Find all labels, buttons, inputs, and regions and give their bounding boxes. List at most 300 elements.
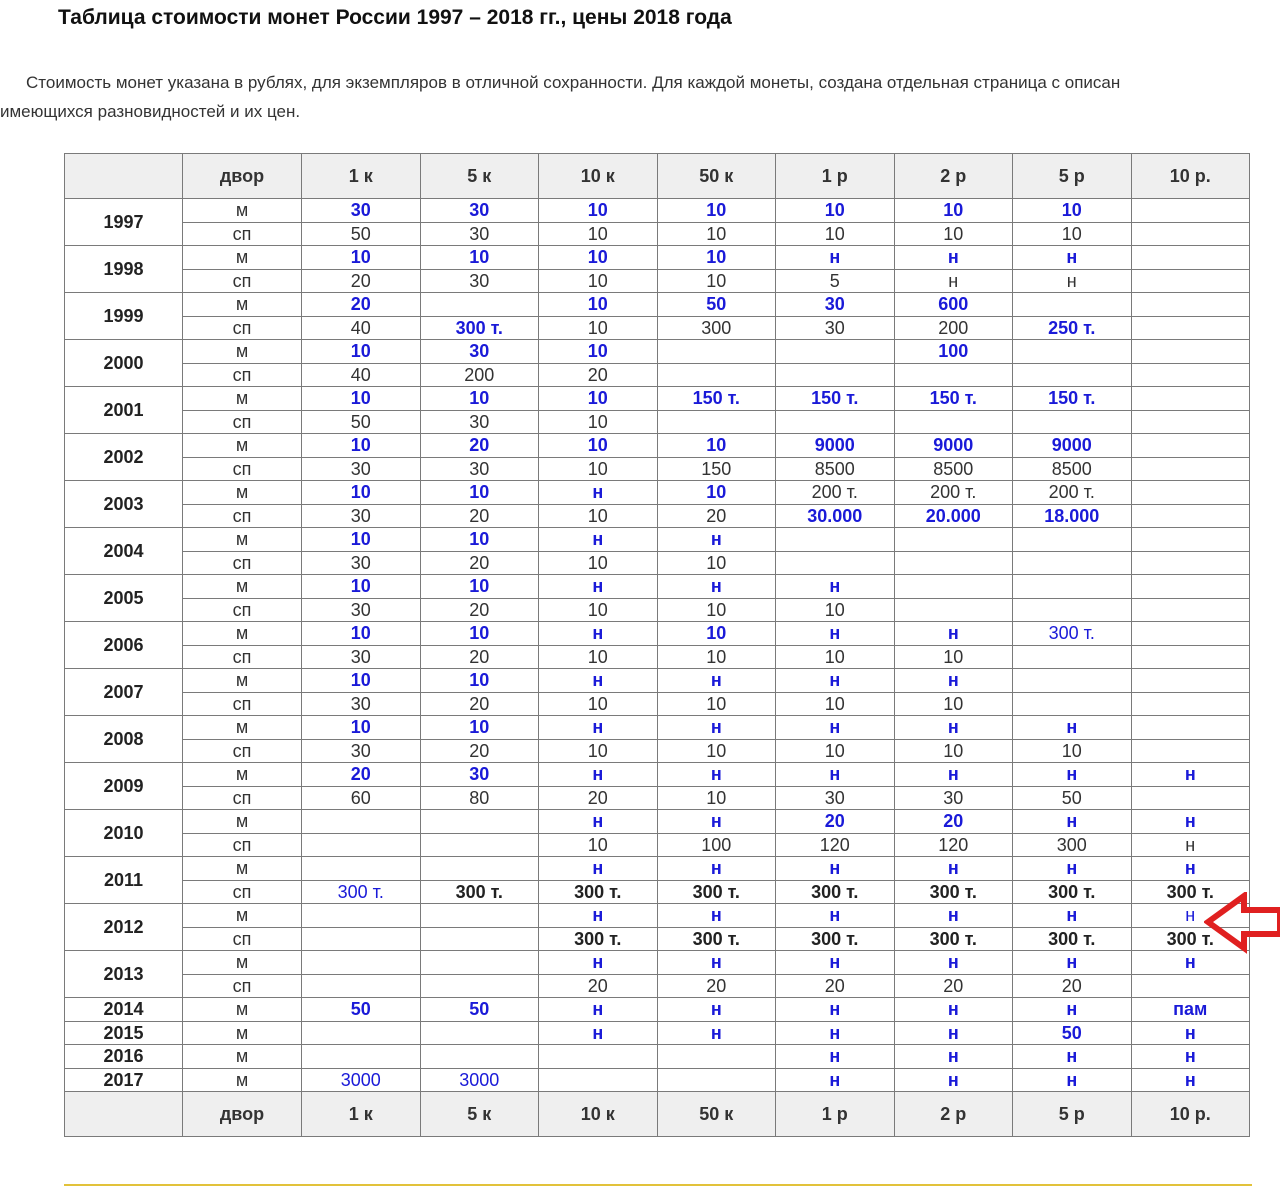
price-cell	[1131, 716, 1250, 740]
price-link[interactable]: 10	[894, 199, 1013, 223]
price-link[interactable]: 20	[776, 810, 895, 834]
year-cell: 2005	[65, 575, 183, 622]
price-cell: 10	[539, 645, 658, 669]
table-row	[65, 645, 1250, 669]
price-cell: 50	[302, 410, 421, 434]
price-cell: 50	[1013, 786, 1132, 810]
price-link[interactable]: н	[657, 528, 776, 552]
table-row	[65, 716, 1250, 740]
price-cell: 20	[420, 598, 539, 622]
price-link[interactable]: 10	[302, 622, 421, 646]
price-cell: 20	[420, 692, 539, 716]
table-row	[65, 974, 1250, 998]
price-link[interactable]: пам	[1131, 998, 1250, 1022]
price-link[interactable]: 300 т.	[420, 316, 539, 340]
price-link[interactable]: 30	[420, 199, 539, 223]
price-link[interactable]: н	[1131, 763, 1250, 787]
price-cell: 300 т.	[1013, 880, 1132, 904]
price-cell	[1131, 387, 1250, 411]
table-row	[65, 528, 1250, 552]
price-cell: 20	[539, 363, 658, 387]
price-link[interactable]: н	[657, 669, 776, 693]
price-cell	[1131, 575, 1250, 599]
price-link[interactable]: н	[1131, 1045, 1250, 1069]
price-link[interactable]: н	[539, 669, 658, 693]
price-link[interactable]: н	[657, 904, 776, 928]
price-cell	[657, 340, 776, 364]
price-cell	[302, 833, 421, 857]
price-cell: 20	[539, 974, 658, 998]
year-cell: 2012	[65, 904, 183, 951]
header-1k: 1 к	[302, 154, 421, 199]
year-cell: 2003	[65, 481, 183, 528]
year-cell: 2004	[65, 528, 183, 575]
price-link[interactable]: 9000	[1013, 434, 1132, 458]
price-link[interactable]: н	[1013, 1045, 1132, 1069]
price-link[interactable]: н	[539, 716, 658, 740]
price-link[interactable]: 10	[302, 528, 421, 552]
price-cell: 10	[894, 645, 1013, 669]
price-link[interactable]: 150 т.	[1013, 387, 1132, 411]
price-link[interactable]: 30.000	[776, 504, 895, 528]
price-link[interactable]: н	[1013, 1068, 1132, 1092]
price-cell	[894, 528, 1013, 552]
price-cell: 10	[539, 551, 658, 575]
price-link[interactable]: 30	[776, 293, 895, 317]
price-link[interactable]: 600	[894, 293, 1013, 317]
price-link[interactable]: 10	[657, 434, 776, 458]
price-link[interactable]: 10	[302, 575, 421, 599]
price-link[interactable]: 50	[302, 998, 421, 1022]
price-link[interactable]: 50	[1013, 1021, 1132, 1045]
price-link[interactable]: 20	[302, 293, 421, 317]
price-cell: 20	[894, 974, 1013, 998]
price-link[interactable]: н	[539, 622, 658, 646]
price-link[interactable]: 100	[894, 340, 1013, 364]
price-link[interactable]: н	[1013, 716, 1132, 740]
table-row	[65, 692, 1250, 716]
year-cell: 1999	[65, 293, 183, 340]
mint-cell: м	[183, 951, 302, 975]
price-cell	[420, 293, 539, 317]
price-link[interactable]: н	[894, 763, 1013, 787]
price-link[interactable]: н	[1013, 951, 1132, 975]
price-cell: 10	[657, 692, 776, 716]
price-link[interactable]: 10	[420, 387, 539, 411]
price-cell: 20	[420, 739, 539, 763]
price-link[interactable]: н	[1131, 1021, 1250, 1045]
mint-cell: м	[183, 998, 302, 1022]
price-link[interactable]: н	[776, 951, 895, 975]
mint-cell: сп	[183, 222, 302, 246]
mint-cell: м	[183, 904, 302, 928]
price-link[interactable]: 10	[657, 622, 776, 646]
price-cell	[302, 927, 421, 951]
price-link[interactable]: н	[894, 998, 1013, 1022]
mint-cell: сп	[183, 974, 302, 998]
year-cell: 2017	[65, 1068, 183, 1092]
price-cell: 10	[539, 222, 658, 246]
price-cell	[420, 810, 539, 834]
mint-cell: м	[183, 763, 302, 787]
price-cell	[420, 1045, 539, 1069]
price-link[interactable]: н	[776, 998, 895, 1022]
price-cell: 10	[539, 316, 658, 340]
price-cell: 300 т.	[894, 880, 1013, 904]
price-link[interactable]: н	[776, 857, 895, 881]
price-cell	[1131, 504, 1250, 528]
price-cell: 300 т.	[657, 927, 776, 951]
mint-cell: м	[183, 340, 302, 364]
price-cell	[302, 951, 421, 975]
price-link[interactable]: н	[1013, 857, 1132, 881]
price-link[interactable]: н	[1131, 904, 1250, 928]
mint-cell: м	[183, 1021, 302, 1045]
price-link[interactable]: 10	[302, 387, 421, 411]
price-link[interactable]: н	[894, 904, 1013, 928]
price-cell	[1013, 692, 1132, 716]
mint-cell: м	[183, 528, 302, 552]
price-cell	[1013, 669, 1132, 693]
table-row	[65, 340, 1250, 364]
price-cell	[1131, 669, 1250, 693]
price-link[interactable]: н	[1013, 904, 1132, 928]
price-link[interactable]: н	[657, 1021, 776, 1045]
table-row	[65, 998, 1250, 1022]
price-link[interactable]: н	[657, 575, 776, 599]
price-cell: 120	[894, 833, 1013, 857]
table-row	[65, 363, 1250, 387]
price-cell	[776, 551, 895, 575]
price-cell: 60	[302, 786, 421, 810]
price-link[interactable]: 10	[420, 575, 539, 599]
price-link[interactable]: н	[894, 857, 1013, 881]
table-row	[65, 1045, 1250, 1069]
price-link[interactable]: 10	[539, 387, 658, 411]
price-link[interactable]: н	[657, 857, 776, 881]
price-link[interactable]: 50	[657, 293, 776, 317]
price-cell	[894, 363, 1013, 387]
price-link[interactable]: 150 т.	[776, 387, 895, 411]
price-link[interactable]: н	[539, 528, 658, 552]
price-link[interactable]: н	[776, 904, 895, 928]
price-cell: 30	[302, 692, 421, 716]
price-cell: 10	[657, 645, 776, 669]
price-link[interactable]: 300 т.	[302, 880, 421, 904]
price-cell: 20	[776, 974, 895, 998]
price-link[interactable]: н	[539, 575, 658, 599]
price-link[interactable]: 3000	[420, 1068, 539, 1092]
price-link[interactable]: н	[894, 622, 1013, 646]
price-link[interactable]: 50	[420, 998, 539, 1022]
price-link[interactable]: н	[894, 1068, 1013, 1092]
price-cell: 10	[539, 833, 658, 857]
price-cell	[1131, 434, 1250, 458]
price-cell	[1013, 293, 1132, 317]
price-cell	[1013, 528, 1132, 552]
price-link[interactable]: н	[776, 1021, 895, 1045]
price-cell	[420, 857, 539, 881]
price-link[interactable]: н	[539, 904, 658, 928]
price-cell	[894, 410, 1013, 434]
price-link[interactable]: н	[1013, 763, 1132, 787]
price-link[interactable]: н	[776, 575, 895, 599]
price-link[interactable]: н	[657, 716, 776, 740]
price-cell	[420, 951, 539, 975]
price-link[interactable]: 9000	[894, 434, 1013, 458]
price-cell: 20	[1013, 974, 1132, 998]
price-cell: 300 т.	[657, 880, 776, 904]
price-link[interactable]: 18.000	[1013, 504, 1132, 528]
price-cell	[1013, 340, 1132, 364]
price-cell	[1131, 363, 1250, 387]
price-cell	[1013, 363, 1132, 387]
price-cell: 10	[1013, 739, 1132, 763]
price-link[interactable]: 30	[302, 199, 421, 223]
price-link[interactable]: 3000	[302, 1068, 421, 1092]
footer-mint: двор	[183, 1092, 302, 1137]
price-link[interactable]: 10	[1013, 199, 1132, 223]
price-cell: 10	[539, 504, 658, 528]
price-cell	[894, 575, 1013, 599]
year-cell: 2010	[65, 810, 183, 857]
price-link[interactable]: 10	[539, 199, 658, 223]
price-link[interactable]: н	[539, 951, 658, 975]
price-link[interactable]: н	[657, 763, 776, 787]
mint-cell: м	[183, 622, 302, 646]
price-link[interactable]: н	[657, 998, 776, 1022]
price-link[interactable]: 20	[302, 763, 421, 787]
price-link[interactable]: 10	[420, 622, 539, 646]
price-link[interactable]: н	[539, 857, 658, 881]
table-footer	[65, 1092, 1250, 1137]
price-cell: 10	[657, 598, 776, 622]
price-cell: 8500	[894, 457, 1013, 481]
table-row	[65, 904, 1250, 928]
price-link[interactable]: н	[657, 951, 776, 975]
table-row	[65, 387, 1250, 411]
price-cell	[420, 1021, 539, 1045]
price-cell: 200	[420, 363, 539, 387]
price-link[interactable]: 10	[420, 669, 539, 693]
price-cell	[420, 904, 539, 928]
price-link[interactable]: 250 т.	[1013, 316, 1132, 340]
price-cell: 20	[657, 504, 776, 528]
price-link[interactable]: н	[776, 246, 895, 270]
price-link[interactable]: 150 т.	[657, 387, 776, 411]
price-link[interactable]: 10	[302, 434, 421, 458]
mint-cell: сп	[183, 833, 302, 857]
price-link[interactable]: н	[894, 669, 1013, 693]
table-row	[65, 622, 1250, 646]
table-row	[65, 763, 1250, 787]
table-row	[65, 927, 1250, 951]
price-cell: 300	[1013, 833, 1132, 857]
price-cell: 300 т.	[1131, 880, 1250, 904]
year-cell: 1997	[65, 199, 183, 246]
price-cell: 10	[539, 692, 658, 716]
price-cell: 10	[894, 222, 1013, 246]
price-cell	[1131, 528, 1250, 552]
year-cell: 2011	[65, 857, 183, 904]
price-link[interactable]: 10	[539, 340, 658, 364]
price-link[interactable]: н	[539, 998, 658, 1022]
price-cell: 300 т.	[776, 927, 895, 951]
price-link[interactable]: 10	[539, 434, 658, 458]
price-cell: 10	[894, 692, 1013, 716]
price-cell: 300 т.	[420, 880, 539, 904]
mint-cell: м	[183, 810, 302, 834]
price-link[interactable]: н	[539, 810, 658, 834]
price-cell: 30	[302, 504, 421, 528]
mint-cell: м	[183, 1068, 302, 1092]
price-cell	[1131, 199, 1250, 223]
price-link[interactable]: 300 т.	[1013, 622, 1132, 646]
price-link[interactable]: 10	[657, 481, 776, 505]
footer-10r: 10 р.	[1131, 1092, 1250, 1137]
price-link[interactable]: н	[1013, 246, 1132, 270]
price-cell	[420, 833, 539, 857]
price-link[interactable]: н	[776, 1068, 895, 1092]
price-link[interactable]: н	[1131, 1068, 1250, 1092]
intro-line-2: имеющихся разновидностей и их цен.	[0, 102, 301, 121]
mint-cell: сп	[183, 316, 302, 340]
price-cell: н	[1131, 833, 1250, 857]
price-link[interactable]: 10	[539, 246, 658, 270]
price-cell	[657, 363, 776, 387]
price-cell: 200 т.	[1013, 481, 1132, 505]
price-link[interactable]: н	[539, 481, 658, 505]
price-link[interactable]: 9000	[776, 434, 895, 458]
price-cell	[1131, 786, 1250, 810]
price-link[interactable]: н	[894, 1045, 1013, 1069]
table-row	[65, 810, 1250, 834]
table-row	[65, 410, 1250, 434]
price-cell	[1131, 692, 1250, 716]
price-link[interactable]: 30	[420, 763, 539, 787]
price-cell: 10	[539, 410, 658, 434]
price-link[interactable]: 10	[420, 528, 539, 552]
price-cell: 10	[539, 269, 658, 293]
price-link[interactable]: 10	[420, 246, 539, 270]
mint-cell: м	[183, 293, 302, 317]
price-cell: 10	[776, 222, 895, 246]
footer-2r: 2 р	[894, 1092, 1013, 1137]
footer-5r: 5 р	[1013, 1092, 1132, 1137]
price-link[interactable]: 20	[420, 434, 539, 458]
mint-cell: м	[183, 1045, 302, 1069]
table-row	[65, 598, 1250, 622]
price-link[interactable]: н	[1013, 998, 1132, 1022]
price-cell	[420, 974, 539, 998]
price-cell: 10	[776, 692, 895, 716]
mint-cell: м	[183, 575, 302, 599]
mint-cell: сп	[183, 410, 302, 434]
mint-cell: сп	[183, 880, 302, 904]
price-link[interactable]: 30	[420, 340, 539, 364]
price-cell: 30	[420, 457, 539, 481]
price-link[interactable]: 10	[302, 669, 421, 693]
price-link[interactable]: 20.000	[894, 504, 1013, 528]
mint-cell: м	[183, 199, 302, 223]
price-cell	[1131, 269, 1250, 293]
price-link[interactable]: 10	[302, 246, 421, 270]
price-cell	[776, 528, 895, 552]
price-link[interactable]: 10	[302, 481, 421, 505]
price-link[interactable]: н	[1013, 810, 1132, 834]
price-link[interactable]: н	[894, 951, 1013, 975]
price-cell: 10	[657, 739, 776, 763]
year-cell: 2002	[65, 434, 183, 481]
mint-cell: сп	[183, 739, 302, 763]
price-link[interactable]: 150 т.	[894, 387, 1013, 411]
price-cell	[1013, 575, 1132, 599]
price-link[interactable]: н	[776, 669, 895, 693]
price-link[interactable]: н	[776, 622, 895, 646]
price-link[interactable]: н	[1131, 951, 1250, 975]
year-cell: 2015	[65, 1021, 183, 1045]
price-link[interactable]: н	[776, 763, 895, 787]
header-5k: 5 к	[420, 154, 539, 199]
footer-1k: 1 к	[302, 1092, 421, 1137]
price-cell: 10	[539, 739, 658, 763]
price-link[interactable]: 10	[657, 246, 776, 270]
table-row	[65, 269, 1250, 293]
table-row	[65, 786, 1250, 810]
price-link[interactable]: н	[657, 810, 776, 834]
mint-cell: м	[183, 857, 302, 881]
price-cell: 30	[302, 551, 421, 575]
price-link[interactable]: н	[1131, 857, 1250, 881]
price-cell	[776, 340, 895, 364]
table-row	[65, 457, 1250, 481]
price-link[interactable]: 10	[302, 340, 421, 364]
price-cell	[1131, 316, 1250, 340]
price-link[interactable]: н	[539, 763, 658, 787]
price-cell	[1013, 551, 1132, 575]
price-link[interactable]: 10	[302, 716, 421, 740]
price-cell	[1131, 974, 1250, 998]
price-link[interactable]: 10	[420, 481, 539, 505]
price-link[interactable]: н	[894, 716, 1013, 740]
year-cell: 2006	[65, 622, 183, 669]
price-link[interactable]: н	[894, 1021, 1013, 1045]
price-link[interactable]: 10	[420, 716, 539, 740]
price-cell	[1131, 246, 1250, 270]
price-link[interactable]: 10	[657, 199, 776, 223]
table-row	[65, 504, 1250, 528]
header-50k: 50 к	[657, 154, 776, 199]
header-year-cell	[65, 154, 183, 199]
price-cell: 10	[657, 551, 776, 575]
price-cell: 20	[302, 269, 421, 293]
price-cell: 8500	[776, 457, 895, 481]
price-link[interactable]: н	[539, 1021, 658, 1045]
price-link[interactable]: н	[776, 716, 895, 740]
price-link[interactable]: н	[894, 246, 1013, 270]
price-cell: 20	[539, 786, 658, 810]
mint-cell: сп	[183, 551, 302, 575]
year-cell: 2007	[65, 669, 183, 716]
table-body	[65, 199, 1250, 1092]
price-link[interactable]: 10	[776, 199, 895, 223]
mint-cell: сп	[183, 457, 302, 481]
price-cell	[1131, 340, 1250, 364]
price-link[interactable]: н	[1131, 810, 1250, 834]
price-link[interactable]: н	[776, 1045, 895, 1069]
price-link[interactable]: 10	[539, 293, 658, 317]
price-link[interactable]: 20	[894, 810, 1013, 834]
